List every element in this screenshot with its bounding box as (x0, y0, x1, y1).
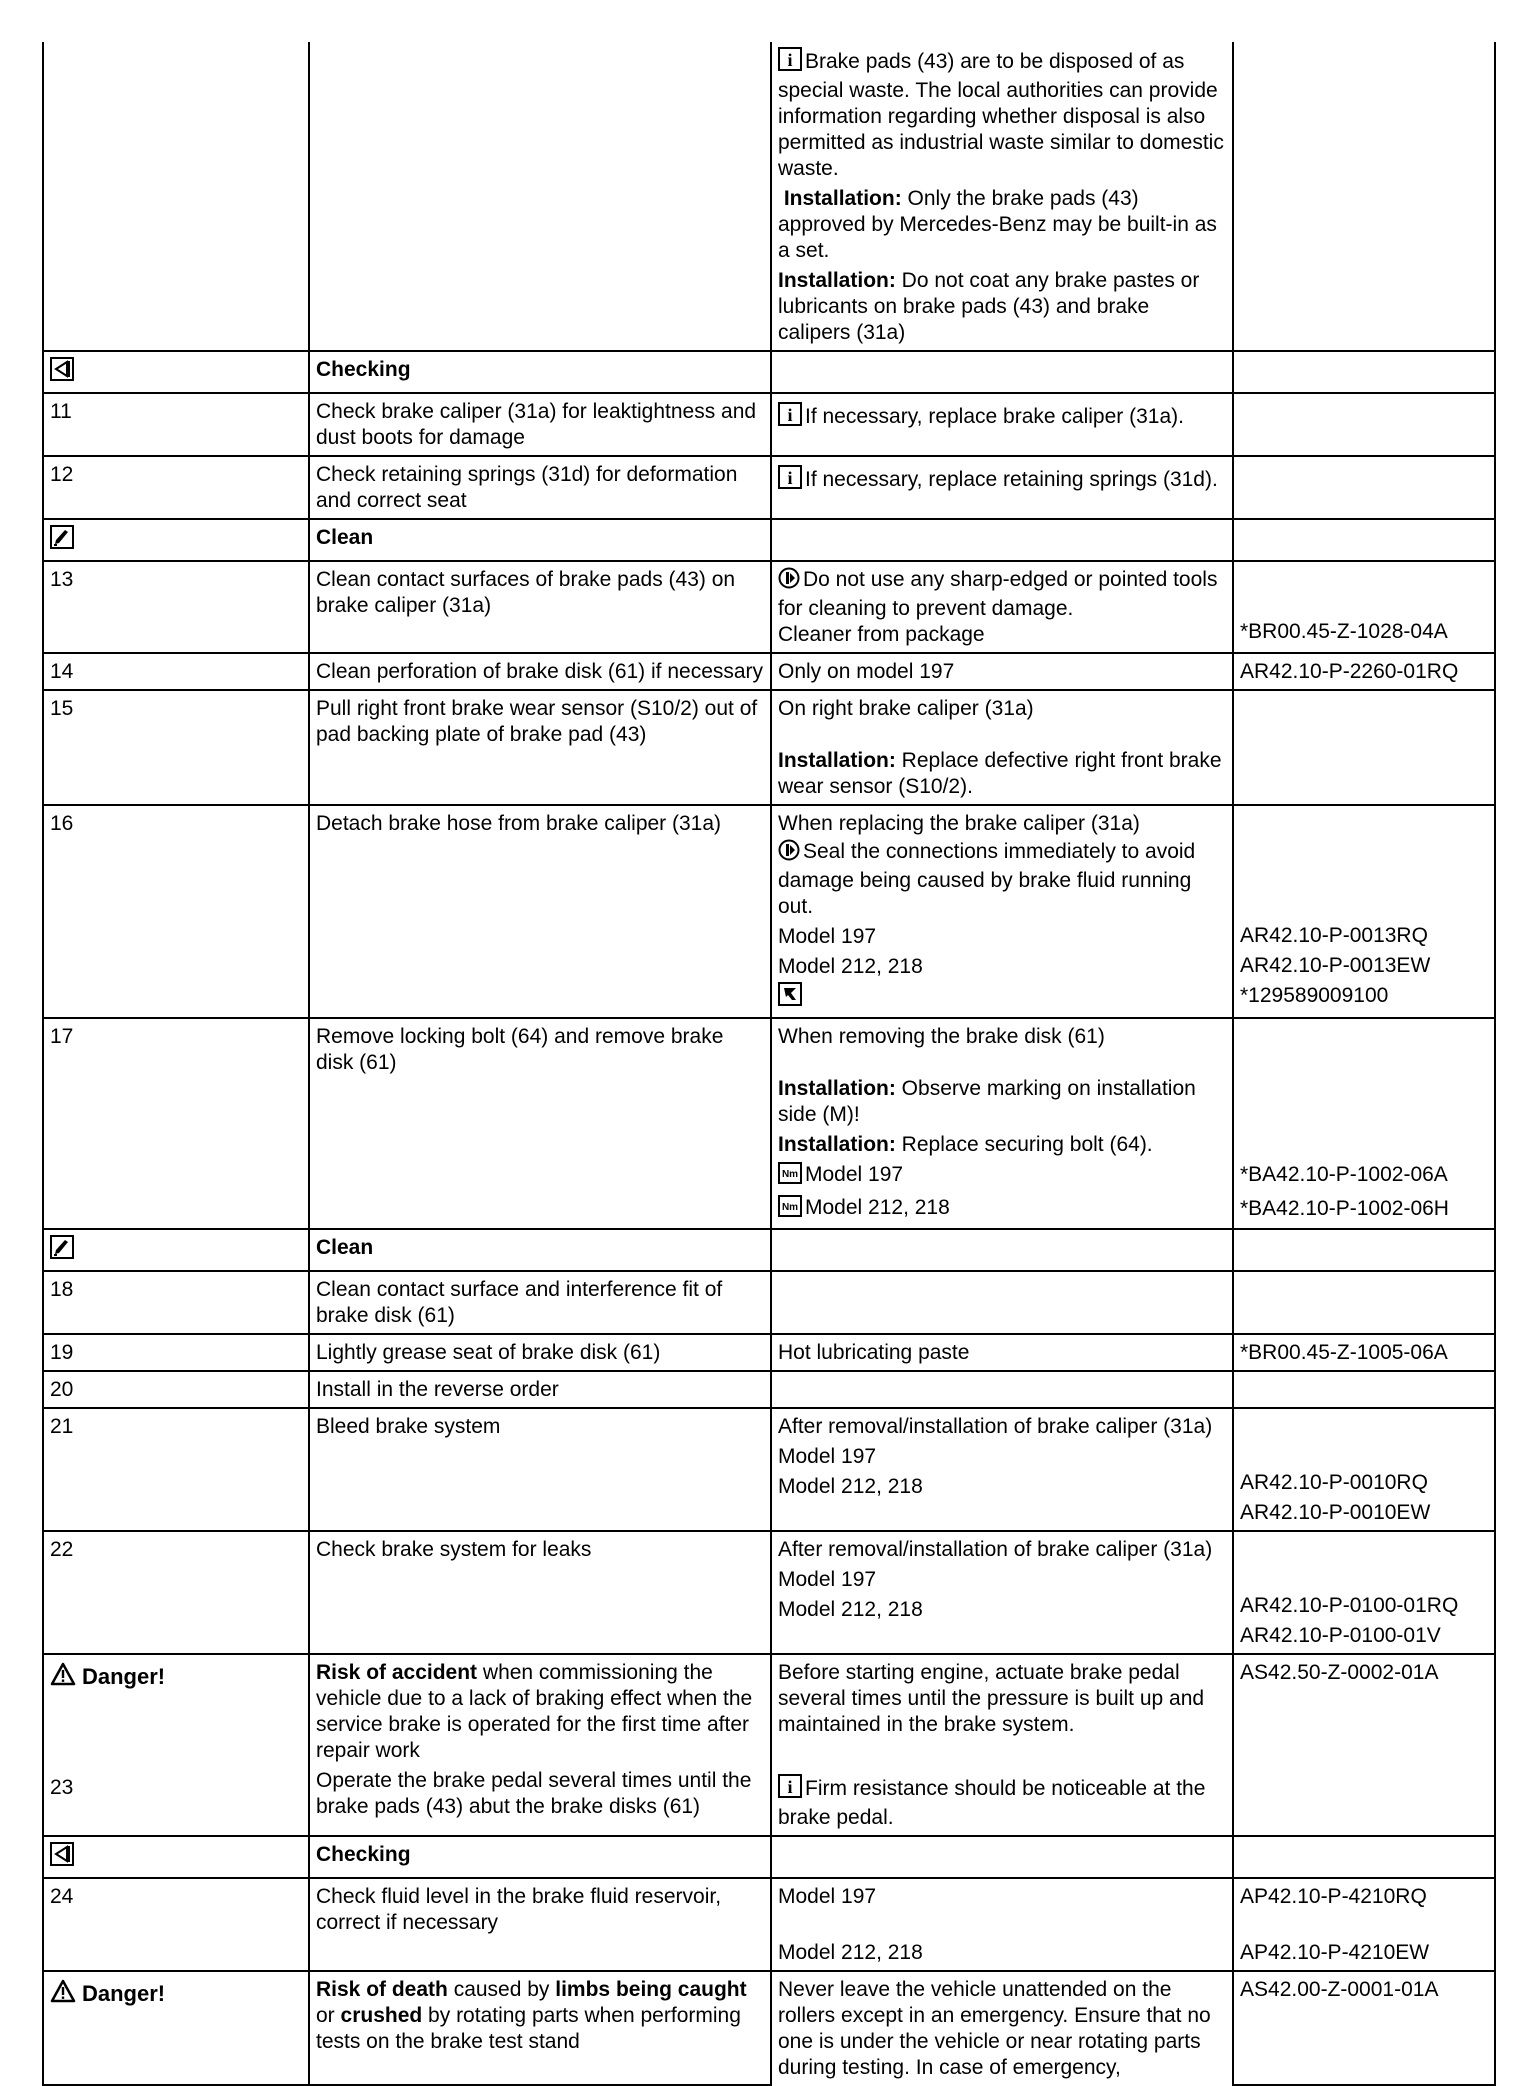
table-row: 14 Clean perforation of brake disk (61) if necessary Only on model 197 AR42.10-P-2260-01RQ (43, 653, 1495, 690)
special-tool-icon (778, 988, 802, 1011)
section-row-checking (43, 1836, 1495, 1878)
caution-icon (778, 839, 800, 868)
document-reference: *129589009100 (1240, 984, 1389, 1007)
document-reference: AP42.10-P-4210EW (1240, 1941, 1430, 1964)
step-task: Check retaining springs (31d) for deformation and correct seat (309, 456, 771, 519)
step-number: 24 (43, 1878, 309, 1971)
step-number: 16 (43, 805, 309, 1018)
step-task: Detach brake hose from brake caliper (31a) (309, 805, 771, 1018)
step-task: Check brake system for leaks (309, 1531, 771, 1654)
section-row-clean (43, 519, 1495, 561)
step-number: 22 (43, 1531, 309, 1654)
table-row: 21 Bleed brake system After removal/installation of brake caliper (31a) Model 197 Model 212, 218 AR42.10-P-0010RQ AR42.10-P-0010EW (43, 1408, 1495, 1531)
info-icon (778, 465, 802, 496)
step-number: 21 (43, 1408, 309, 1531)
table-row: 12 Check retaining springs (31d) for deformation and correct seat i If necessary, replace retaining springs (31d). (43, 456, 1495, 519)
table-row: 13 Clean contact surfaces of brake pads (43) on brake caliper (31a) Do not use any sharp-edged or pointed tools for cleaning to prevent damage. Cleaner from package *BR00.45-Z-1028-04A (43, 561, 1495, 653)
warning-triangle-icon (50, 1662, 76, 1692)
document-reference: AS42.00-Z-0001-01A (1233, 1971, 1495, 2085)
document-reference: *BA42.10-P-1002-06H (1240, 1197, 1449, 1220)
info-icon (778, 402, 802, 433)
svg-text:Nm: Nm (781, 1169, 799, 1180)
section-title: Checking (316, 1843, 411, 1866)
document-reference: *BA42.10-P-1002-06A (1240, 1163, 1448, 1186)
table-row: 17 Remove locking bolt (64) and remove brake disk (61) When removing the brake disk (61) Installation: Observe marking on installation side (M)! Installation: Replace securing bolt (64). Nm Model 197 Nm Model 212, 218 *BA42.10-P-1002-06A *BA42.10-P-1002-06H (43, 1018, 1495, 1229)
table-row: 19 Lightly grease seat of brake disk (61) Hot lubricating paste *BR00.45-Z-1005-06A (43, 1334, 1495, 1371)
section-title: Clean (316, 1236, 374, 1259)
step-number: 20 (43, 1371, 309, 1408)
document-reference: AR42.10-P-0010RQ (1240, 1471, 1428, 1494)
info-icon (778, 47, 802, 78)
step-number: 13 (43, 561, 309, 653)
step-task: Check fluid level in the brake fluid reservoir, correct if necessary (309, 1878, 771, 1971)
danger-row: Danger! 23 Risk of accident when commissioning the vehicle due to a lack of braking effect when the service brake is operated for the first time after repair work Operate the brake pedal several times until the brake pads (43) abut the brake disks (61) Before starting engine, actuate brake pedal several times until the pressure is built up and maintained in the brake system. i Firm resistance should be noticeable at the brake pedal. AS42.50-Z-0002-01A (43, 1654, 1495, 1836)
section-row-clean (43, 1229, 1495, 1271)
table-row: 16 Detach brake hose from brake caliper (31a) When replacing the brake caliper (31a) Seal the connections immediately to avoid damage being caused by brake fluid running out. Model 197 Model 212, 218 AR42.10-P-0013RQ AR42.10-P-0013EW *129589009100 (43, 805, 1495, 1018)
document-reference: AR42.10-P-0010EW (1240, 1501, 1431, 1524)
table-row: 24 Check fluid level in the brake fluid reservoir, correct if necessary Model 197 Model 212, 218 AP42.10-P-4210RQ AP42.10-P-4210EW (43, 1878, 1495, 1971)
info-icon (778, 1774, 802, 1805)
caution-icon (778, 567, 800, 596)
step-number: 19 (43, 1334, 309, 1371)
table-row: 11 Check brake caliper (31a) for leaktightness and dust boots for damage i If necessary, replace brake caliper (31a). (43, 393, 1495, 456)
table-row (43, 1271, 1495, 1334)
step-number: 14 (43, 653, 309, 690)
document-reference: AS42.50-Z-0002-01A (1233, 1654, 1495, 1836)
section-row-checking (43, 351, 1495, 393)
document-reference: *BR00.45-Z-1005-06A (1233, 1334, 1495, 1371)
document-reference: AR42.10-P-2260-01RQ (1233, 653, 1495, 690)
checking-icon (50, 363, 74, 386)
step-task: Bleed brake system (309, 1408, 771, 1531)
step-number: 11 (43, 393, 309, 456)
document-reference: *BR00.45-Z-1028-04A (1240, 620, 1448, 643)
section-title: Clean (316, 526, 374, 549)
table-row (43, 42, 1495, 351)
clean-icon (50, 1241, 74, 1264)
step-number: 12 (43, 456, 309, 519)
checking-icon (50, 1848, 74, 1871)
svg-text:i: i (787, 1777, 793, 1797)
svg-text:i: i (787, 468, 793, 488)
torque-icon (778, 1162, 802, 1191)
clean-icon (50, 531, 74, 554)
repair-procedure-table (42, 42, 1496, 2086)
step-number: 23 (50, 1776, 74, 1799)
document-reference: AR42.10-P-0013RQ (1240, 924, 1428, 947)
step-task: Clean contact surface and interference fit of brake disk (61) (309, 1271, 771, 1334)
step-task: Clean contact surfaces of brake pads (43) on brake caliper (31a) (309, 561, 771, 653)
svg-text:i: i (787, 405, 793, 425)
document-reference: AP42.10-P-4210RQ (1240, 1885, 1427, 1908)
step-task: Pull right front brake wear sensor (S10/2) out of pad backing plate of brake pad (43) (309, 690, 771, 805)
danger-row: Danger! Risk of death caused by limbs being caught or crushed by rotating parts when performing tests on the brake test stand Never leave the vehicle unattended on the rollers except in an emergency. Ensure that no one is under the vehicle or near rotating parts during testing. In case of emergency, AS42.00-Z-0001-01A (43, 1971, 1495, 2085)
section-title: Checking (316, 358, 411, 381)
torque-icon (778, 1195, 802, 1224)
step-task: Install in the reverse order (309, 1371, 771, 1408)
svg-text:Nm: Nm (781, 1202, 799, 1213)
step-task: Remove locking bolt (64) and remove brake disk (61) (309, 1018, 771, 1229)
table-row: 22 Check brake system for leaks After removal/installation of brake caliper (31a) Model 197 Model 212, 218 AR42.10-P-0100-01RQ AR42.10-P-0100-01V (43, 1531, 1495, 1654)
table-row: 15 Pull right front brake wear sensor (S10/2) out of pad backing plate of brake pad (43) On right brake caliper (31a) Installation: Replace defective right front brake wear sensor (S10/2). (43, 690, 1495, 805)
disposal-note-cell: i Brake pads (43) are to be disposed of as special waste. The local authorities can provide information regarding whether disposal is also permitted as industrial waste similar to domestic waste. Installation: Only the brake pads (43) approved by Mercedes-Benz may be built-in as a set. Installation: Do not coat any brake pastes or lubricants on brake pads (43) and brake calipers (31a) (771, 42, 1233, 351)
document-reference: AR42.10-P-0100-01V (1240, 1624, 1441, 1647)
step-number: 15 (43, 690, 309, 805)
svg-text:i: i (787, 50, 793, 70)
warning-triangle-icon (50, 1979, 76, 2009)
step-task: Check brake caliper (31a) for leaktightness and dust boots for damage (309, 393, 771, 456)
document-reference: AR42.10-P-0100-01RQ (1240, 1594, 1459, 1617)
table-row (43, 1371, 1495, 1408)
step-task: Lightly grease seat of brake disk (61) (309, 1334, 771, 1371)
step-task: Clean perforation of brake disk (61) if necessary (309, 653, 771, 690)
step-number: 17 (43, 1018, 309, 1229)
step-number: 18 (43, 1271, 309, 1334)
document-reference: AR42.10-P-0013EW (1240, 954, 1431, 977)
step-task: Operate the brake pedal several times until the brake pads (43) abut the brake disks (61) (316, 1769, 752, 1818)
